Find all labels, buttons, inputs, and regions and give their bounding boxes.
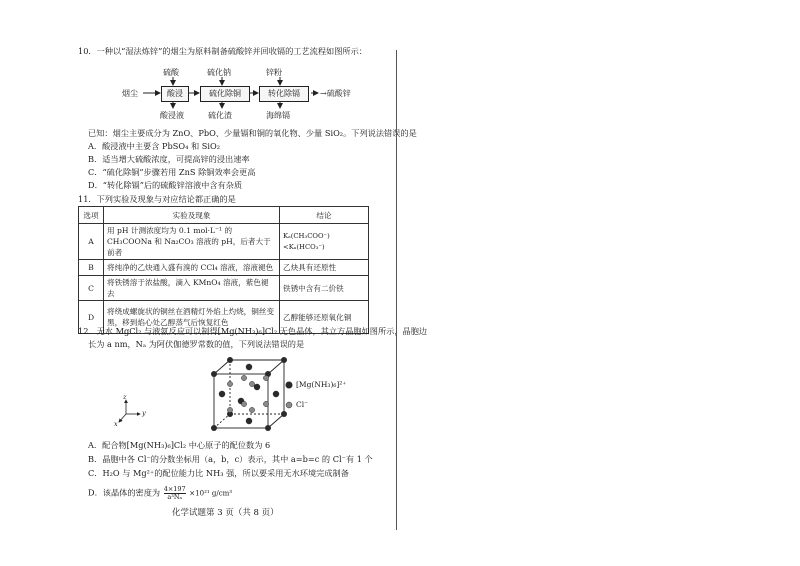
flow-step-cu-removal: 硫化除铜 xyxy=(200,86,250,102)
flow-reagent-1: 硫酸 xyxy=(163,68,179,77)
q11-table xyxy=(78,206,369,334)
row-experiment: 将铁锈溶于浓盐酸，滴入 KMnO₄ 溶液，紫色褪去 xyxy=(104,276,280,301)
fraction-denominator: a³Nₐ xyxy=(167,493,183,501)
q12-stem-line1: 12．无水 MgCl₂ 与液氨反应可以制得[Mg(NH₃)₆]Cl₂ 无色晶体，其立方晶胞如图所示，晶胞边 xyxy=(78,326,428,336)
q10-option-c: C．“硫化除铜”步骤若用 ZnS 除铜效率会更高 xyxy=(88,167,256,177)
option-d-suffix: ×10²¹ g/cm³ xyxy=(189,489,233,498)
row-conclusion: Kₐ(CH₃COO⁻)<Kₐ(HCO₃⁻) xyxy=(280,224,369,260)
legend-mg-complex-icon xyxy=(284,380,294,390)
page-footer: 化学试题第 3 页（共 8 页） xyxy=(172,508,279,518)
q12-option-b: B．晶胞中各 Cl⁻的分数坐标用（a，b，c）表示，其中 a=b=c 的 Cl⁻有 1 个 xyxy=(88,454,373,464)
table-row xyxy=(79,260,369,276)
row-option: D xyxy=(79,301,104,334)
flow-step-acid-leach: 酸浸 xyxy=(161,86,189,102)
table-row xyxy=(79,224,369,260)
q12-option-d xyxy=(88,486,232,501)
row-conclusion: 乙醇能够还原氧化铜 xyxy=(280,301,369,334)
fraction-numerator: 4×197 xyxy=(163,485,186,493)
q10-option-b: B．适当增大硫酸浓度，可提高锌的浸出速率 xyxy=(88,154,250,164)
q10-option-d: D．“转化除镉”后的硫酸锌溶液中含有杂质 xyxy=(88,180,243,190)
flow-output-1: 酸浸液 xyxy=(160,111,184,120)
axis-z-label: z xyxy=(123,393,127,401)
legend-cl-icon xyxy=(284,400,294,410)
crystal-cell-diagram xyxy=(200,352,290,434)
row-option: C xyxy=(79,276,104,301)
table-row xyxy=(79,276,369,301)
legend-cl: Cl⁻ xyxy=(296,400,309,409)
q10-note: 已知：烟尘主要成分为 ZnO、PbO、少量镉和铜的氧化物、少量 SiO₂。下列说法错误的是 xyxy=(88,128,417,138)
row-option: A xyxy=(79,224,104,260)
row-experiment: 将纯净的乙炔通入盛有溴的 CCl₄ 溶液，溶液褪色 xyxy=(104,260,280,276)
flow-step-cd-removal: 转化除镉 xyxy=(259,86,309,102)
flow-product: →硫酸锌 xyxy=(320,89,351,98)
q12-stem-line2: 长为 a nm，Nₐ 为阿伏伽德罗常数的值，下列说法错误的是 xyxy=(88,339,305,349)
q11-stem: 11．下列实验及现象与对应结论都正确的是 xyxy=(78,194,236,204)
q12-option-a: A．配合物[Mg(NH₃)₆]Cl₂ 中心原子的配位数为 6 xyxy=(88,440,271,450)
header-option: 选项 xyxy=(79,207,104,224)
option-d-prefix: D．该晶体的密度为 xyxy=(88,487,161,498)
legend-mg-complex: [Mg(NH₃)₆]²⁺ xyxy=(296,380,347,389)
flow-output-3: 海绵镉 xyxy=(266,111,290,120)
q10-option-a: A．酸浸液中主要含 PbSO₄ 和 SiO₂ xyxy=(88,141,220,151)
density-fraction xyxy=(164,486,186,501)
header-experiment: 实验及现象 xyxy=(104,207,280,224)
row-option: B xyxy=(79,260,104,276)
row-experiment: 用 pH 计测浓度均为 0.1 mol·L⁻¹ 的 CH₃COONa 和 Na₂CO₃ 溶液的 pH，后者大于前者 xyxy=(104,224,280,260)
flow-reagent-2: 硫化钠 xyxy=(207,68,231,77)
axis-indicator xyxy=(112,394,152,430)
header-conclusion: 结论 xyxy=(280,207,369,224)
row-experiment: 将绕成螺旋状的铜丝在酒精灯外焰上灼烧，铜丝变黑，移到焰心处乙醇蒸气后恢复红色 xyxy=(104,301,280,334)
flow-arrows xyxy=(0,0,400,140)
column-divider xyxy=(396,50,397,530)
row-conclusion: 乙炔具有还原性 xyxy=(280,260,369,276)
flow-reagent-3: 锌粉 xyxy=(266,68,282,77)
q12-option-c: C．H₂O 与 Mg²⁺的配位能力比 NH₃ 强，所以要采用无水环境完成制备 xyxy=(88,468,349,478)
q10-stem: 10．一种以“湿法炼锌”的烟尘为原料制备硫酸锌并回收镉的工艺流程如图所示： xyxy=(78,46,367,56)
flow-start: 烟尘 xyxy=(122,89,138,98)
table-header-row xyxy=(79,207,369,224)
flow-output-2: 硫化渣 xyxy=(208,111,232,120)
axis-y-label: y xyxy=(142,409,146,417)
row-conclusion: 铁锈中含有二价铁 xyxy=(280,276,369,301)
axis-x-label: x xyxy=(114,420,118,428)
